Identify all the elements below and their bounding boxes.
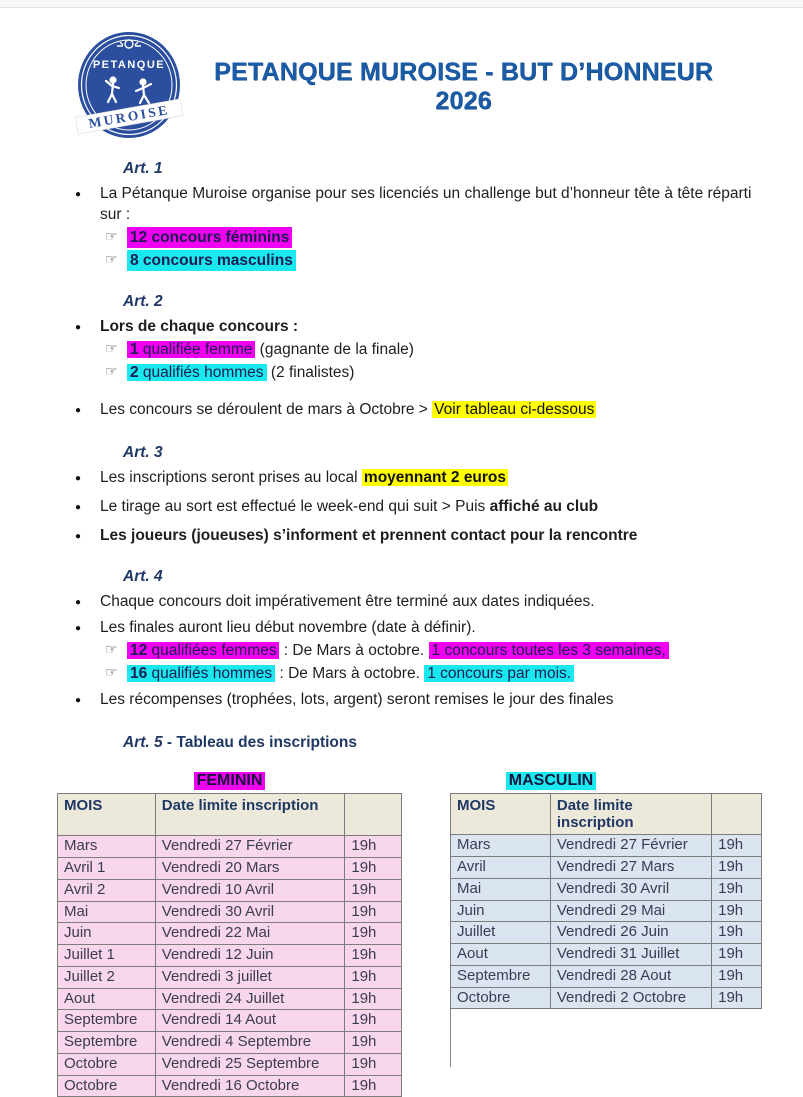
col-mois: MOIS: [58, 794, 156, 836]
logo-top-text: PETANQUE: [92, 59, 166, 71]
pointing-hand-icon: ☞: [105, 664, 118, 681]
table-header-row: [58, 794, 402, 836]
art3-bullet-tirage: ● Le tirage au sort est effectué le week-end qui suit > Puis affiché au club: [75, 496, 763, 517]
masculin-label: MASCULIN: [506, 772, 596, 790]
bullet-icon: ●: [75, 404, 82, 416]
table-border-stub: [450, 1009, 451, 1067]
col-date-limite: Date limite inscription: [550, 794, 711, 835]
table-row: Aout Vendredi 24 Juillet 19h: [58, 988, 402, 1010]
art4-item-femmes: ☞ 12 qualifiées femmes : De Mars à octobre. 1 concours toutes les 3 semaines,: [75, 640, 763, 661]
pointing-hand-icon: ☞: [105, 641, 118, 658]
pointing-hand-icon: ☞: [105, 251, 118, 268]
table-row: Juillet 1 Vendredi 12 Juin 19h: [58, 945, 402, 967]
bullet-icon: ●: [75, 530, 82, 542]
feminin-table-block: [57, 772, 402, 1097]
table-row: Octobre Vendredi 16 Octobre 19h: [58, 1075, 402, 1097]
pointing-hand-icon: ☞: [105, 228, 118, 245]
feminin-table: [57, 793, 402, 1097]
table-row: Mars Vendredi 27 Février 19h: [58, 836, 402, 858]
art1-intro: ● La Pétanque Muroise organise pour ses licenciés un challenge but d’honneur tête à tête réparti sur :: [75, 183, 763, 225]
art2-item-hommes: ☞ 2 qualifiés hommes (2 finalistes): [75, 362, 763, 383]
bullet-icon: ●: [75, 622, 82, 634]
art4-bullet-finales: ● Les finales auront lieu début novembre (date à définir).: [75, 617, 763, 638]
art2-item-femme: ☞ 1 qualifiée femme (gagnante de la finale): [75, 339, 763, 360]
art5-heading: Art. 5 - Tableau des inscriptions: [123, 734, 357, 752]
art5-subtitle: - Tableau des inscriptions: [162, 734, 357, 752]
masculin-table: [450, 793, 762, 1009]
col-mois: MOIS: [451, 794, 551, 835]
pointing-hand-icon: ☞: [105, 363, 118, 380]
art3-heading: Art. 3: [123, 443, 163, 461]
feminin-label: FEMININ: [194, 772, 266, 790]
art4-bullet-recompenses: ● Les récompenses (trophées, lots, argent) seront remises le jour des finales: [75, 689, 763, 710]
table-row: Avril Vendredi 27 Mars 19h: [451, 857, 762, 879]
art1-item-masculin: ☞ 8 concours masculins: [75, 250, 763, 271]
articles-section: [0, 160, 803, 752]
art4-heading: Art. 4: [123, 567, 163, 585]
bullet-icon: ●: [75, 695, 82, 707]
table-header-row: [451, 794, 762, 835]
table-row: Juin Vendredi 29 Mai 19h: [451, 900, 762, 922]
pointing-hand-icon: ☞: [105, 340, 118, 357]
table-row: Octobre Vendredi 2 Octobre 19h: [451, 987, 762, 1009]
club-logo: [76, 28, 184, 145]
table-row: Juillet 2 Vendredi 3 juillet 19h: [58, 966, 402, 988]
art4-item-hommes: ☞ 16 qualifiés hommes : De Mars à octobre. 1 concours par mois.: [75, 663, 763, 684]
table-row: Septembre Vendredi 28 Aout 19h: [451, 965, 762, 987]
table-row: Mars Vendredi 27 Février 19h: [451, 835, 762, 857]
bullet-icon: ●: [75, 189, 82, 200]
bullet-icon: ●: [75, 322, 82, 334]
page-top-strip: [0, 0, 803, 8]
table-row: Avril 2 Vendredi 10 Avril 19h: [58, 879, 402, 901]
masculin-table-block: [450, 772, 762, 1067]
table-row: Octobre Vendredi 25 Septembre 19h: [58, 1053, 402, 1075]
table-row: Septembre Vendredi 4 Septembre 19h: [58, 1032, 402, 1054]
table-row: Avril 1 Vendredi 20 Mars 19h: [58, 858, 402, 880]
masculin-label-row: [450, 772, 762, 790]
table-row: Juillet Vendredi 26 Juin 19h: [451, 922, 762, 944]
art2-schedule: ● Les concours se déroulent de mars à Octobre > Voir tableau ci-dessous: [75, 399, 763, 420]
col-date-limite: Date limite inscription: [155, 794, 345, 836]
art1-heading: Art. 1: [123, 160, 163, 177]
feminin-label-row: [57, 772, 402, 790]
table-row: Mai Vendredi 30 Avril 19h: [58, 901, 402, 923]
bullet-icon: ●: [75, 501, 82, 513]
art2-heading: Art. 2: [123, 293, 163, 311]
col-heure: [345, 794, 402, 836]
table-row: Aout Vendredi 31 Juillet 19h: [451, 944, 762, 966]
art3-bullet-inscriptions: ● Les inscriptions seront prises au local moyennant 2 euros: [75, 467, 763, 488]
document-header: [0, 8, 803, 145]
page-title: PETANQUE MUROISE - BUT D’HONNEUR 2026: [213, 58, 713, 115]
bullet-icon: ●: [75, 596, 82, 608]
art4-bullet-dates: ● Chaque concours doit impérativement être terminé aux dates indiquées.: [75, 591, 763, 612]
art2-lead: ● Lors de chaque concours :: [75, 316, 763, 337]
logo-banner-text: MUROISE: [87, 101, 171, 131]
bullet-icon: ●: [75, 472, 82, 484]
art3-bullet-joueurs: ● Les joueurs (joueuses) s’informent et prennent contact pour la rencontre: [75, 525, 763, 546]
table-row: Mai Vendredi 30 Avril 19h: [451, 878, 762, 900]
club-logo-image: [76, 28, 182, 140]
table-row: Septembre Vendredi 14 Aout 19h: [58, 1010, 402, 1032]
art1-item-feminin: ☞ 12 concours féminins: [75, 227, 763, 248]
inscription-tables: [57, 772, 803, 1097]
col-heure: [712, 794, 762, 835]
table-row: Juin Vendredi 22 Mai 19h: [58, 923, 402, 945]
